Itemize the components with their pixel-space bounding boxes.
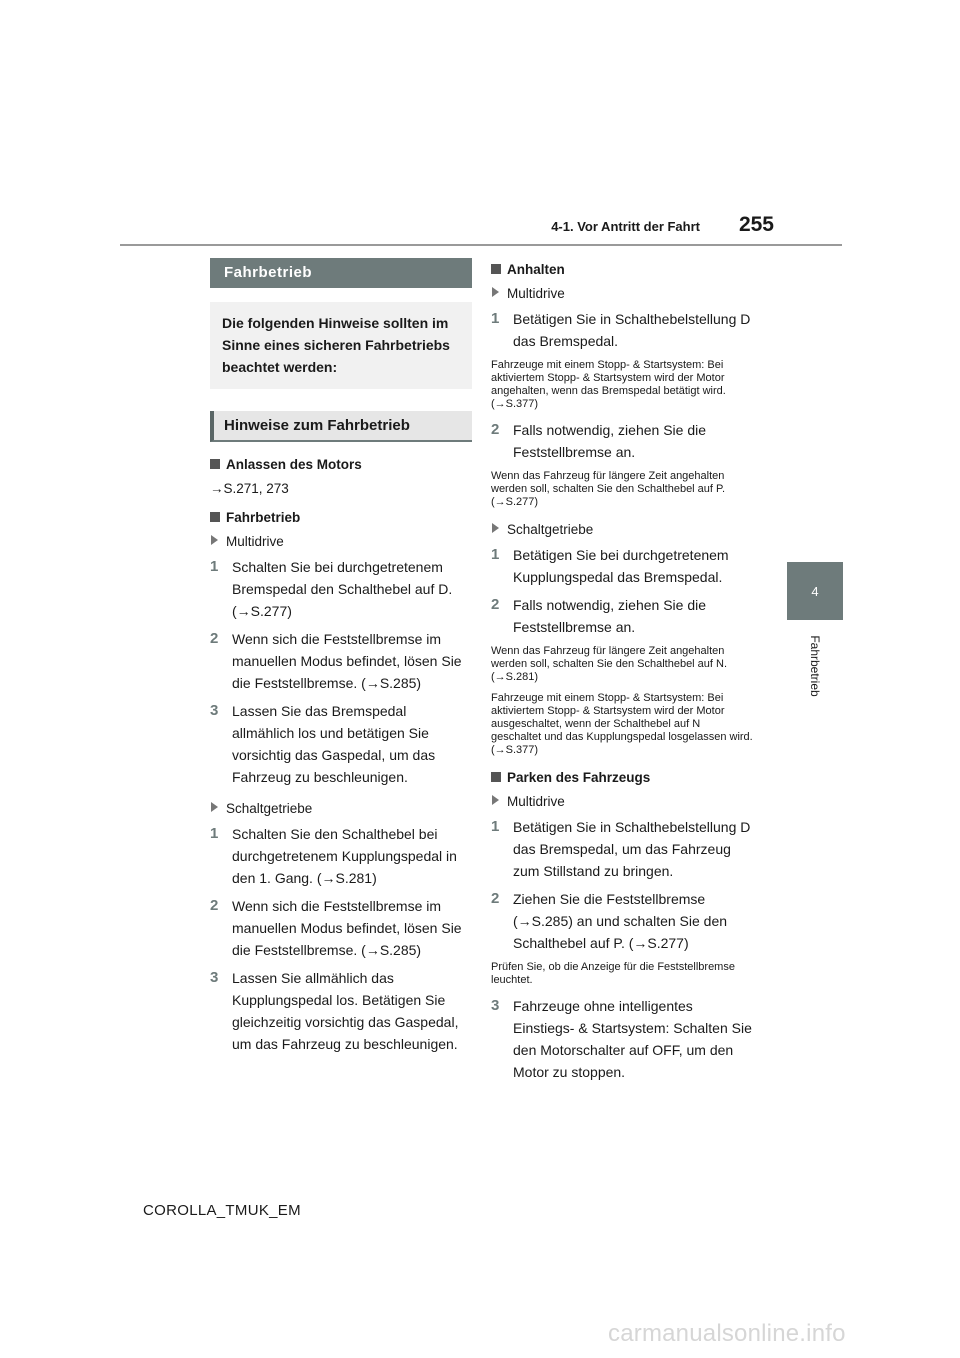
triangle-bullet-icon (492, 795, 499, 805)
bullet-multidrive: Multidrive (210, 533, 472, 551)
bullet-multidrive: Multidrive (491, 793, 753, 811)
section-name: 4-1. Vor Antritt der Fahrt (551, 219, 700, 234)
step-item: 2 Wenn sich die Feststellbremse im manuellen Modus befindet, lösen Sie die Feststellbremse. (→S.285) (210, 897, 462, 958)
page-title: Fahrbetrieb (210, 258, 472, 288)
step-item: 2 Ziehen Sie die Feststellbremse (→S.285) an und schalten Sie den Schalthebel auf P. (→S.277) (491, 890, 728, 951)
heading-anhalten: Anhalten (491, 261, 753, 279)
header-rule (120, 244, 842, 246)
step-item: 1 Betätigen Sie in Schalthebelstellung D das Bremspedal. (491, 310, 751, 349)
note-text: Fahrzeuge mit einem Stopp- & Startsystem: Bei aktiviertem Stopp- & Startsystem wird der Motor ausgeschaltet, wenn der Schalthebel auf N geschaltet und das Kupplungspedal losgelassen wird. (→S.377) (491, 692, 753, 756)
bullet-schaltgetriebe: Schaltgetriebe (210, 800, 472, 818)
triangle-bullet-icon (211, 535, 218, 545)
square-bullet-icon (210, 459, 220, 469)
model-code: COROLLA_TMUK_EM (143, 1202, 301, 1219)
step-item: 2 Wenn sich die Feststellbremse im manuellen Modus befindet, lösen Sie die Feststellbremse. (→S.285) (210, 630, 462, 691)
left-column (210, 258, 472, 1061)
watermark: carmanualsonline.info (608, 1320, 846, 1347)
triangle-bullet-icon (492, 287, 499, 297)
note-text: Wenn das Fahrzeug für längere Zeit angehalten werden soll, schalten Sie den Schalthebel auf N. (→S.281) (491, 645, 728, 683)
page-number: 255 (738, 213, 774, 236)
step-item: 1 Betätigen Sie in Schalthebelstellung D das Bremspedal, um das Fahrzeug zum Stillstand zu bringen. (491, 818, 751, 879)
bullet-schaltgetriebe: Schaltgetriebe (491, 521, 753, 539)
chapter-label: Fahrbetrieb (808, 635, 822, 697)
heading-parken: Parken des Fahrzeugs (491, 769, 753, 787)
square-bullet-icon (491, 264, 501, 274)
step-item: 2 Falls notwendig, ziehen Sie die Feststellbremse an. (491, 596, 707, 635)
heading-anlassen: Anlassen des Motors (210, 456, 472, 474)
step-item: 1 Betätigen Sie bei durchgetretenem Kupplungspedal das Bremspedal. (491, 546, 729, 585)
triangle-bullet-icon (211, 802, 218, 812)
chapter-number: 4 (811, 583, 819, 599)
chapter-tab (787, 562, 843, 620)
step-item: 3 Fahrzeuge ohne intelligentes Einstiegs- & Startsystem: Schalten Sie den Motorschalter auf OFF, um den Motor zu stoppen. (491, 997, 752, 1080)
step-item: 1 Schalten Sie den Schalthebel bei durchgetretenem Kupplungspedal in den 1. Gang. (→S.281) (210, 825, 457, 886)
triangle-bullet-icon (492, 523, 499, 533)
note-text: Wenn das Fahrzeug für längere Zeit angehalten werden soll, schalten Sie den Schalthebel auf P. (→S.277) (491, 470, 726, 508)
square-bullet-icon (210, 512, 220, 522)
note-text: Prüfen Sie, ob die Anzeige für die Feststellbremse leuchtet. (491, 961, 735, 986)
step-item: 3 Lassen Sie das Bremspedal allmählich los und betätigen Sie vorsichtig das Gaspedal, um das Fahrzeug zu beschleunigen. (210, 702, 436, 785)
heading-fahrbetrieb: Fahrbetrieb (210, 509, 472, 527)
step-item: 2 Falls notwendig, ziehen Sie die Feststellbremse an. (491, 421, 707, 460)
note-text: Fahrzeuge mit einem Stopp- & Startsystem: Bei aktiviertem Stopp- & Startsystem wird der Motor angehalten, wenn das Bremspedal betätigt wird. (→S.377) (491, 359, 726, 410)
bullet-multidrive: Multidrive (491, 285, 753, 303)
intro-box: Die folgenden Hinweise sollten im Sinne eines sicheren Fahrbetriebs beachtet werden: (210, 302, 472, 389)
square-bullet-icon (491, 772, 501, 782)
right-column (491, 250, 753, 1089)
subtitle-bar: Hinweise zum Fahrbetrieb (210, 411, 472, 442)
step-item: 3 Lassen Sie allmählich das Kupplungspedal los. Betätigen Sie gleichzeitig vorsichtig das Gaspedal, um das Fahrzeug zu beschleunigen. (210, 969, 459, 1052)
step-item: 1 Schalten Sie bei durchgetretenem Bremspedal den Schalthebel auf D. (→S.277) (210, 558, 453, 619)
chapter-side-label (787, 628, 843, 708)
cross-reference: →S.271, 273 (210, 481, 289, 496)
